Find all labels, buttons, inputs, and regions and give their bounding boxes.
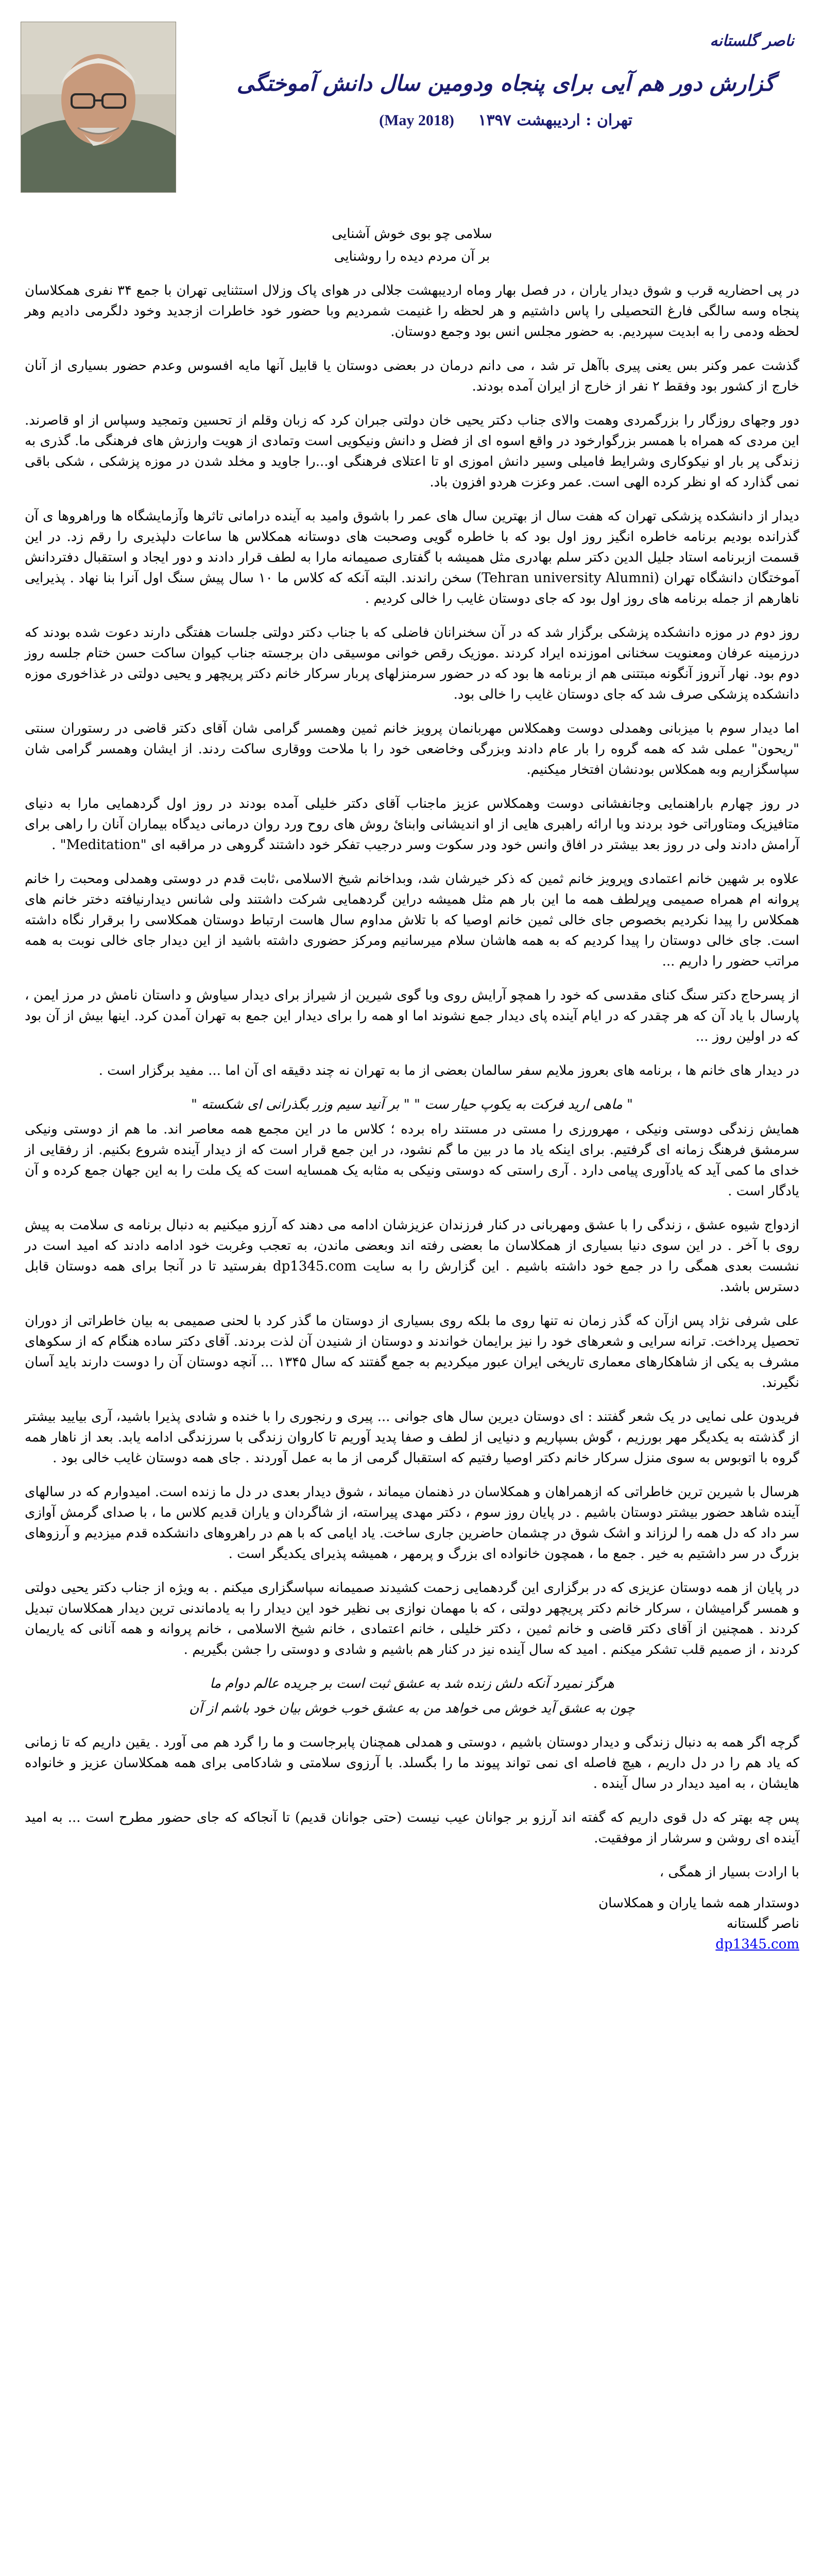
paragraph-3: دور وجهای روزگار را بزرگمردی وهمت والای جناب دکتر یحیی خان دولتی جبران کرد که زبان وقلم از تحسین وتمجید وسپاس از او قاصرند. این مردی که همراه با همسر بزرگوارخود در واقع اسوه ای از فضل و دانش ونیکویی است وتمادی از هویت وارزش های فرهنگی ما. گذری به زندگی پر بار او نیکوکاری وشرایط فامیلی وسیر دانش اموزی او تا اعتلای فرهنگی او...را جاوید و مخلد شدن در موزه پزشکی ، شکی باقی نمی گذارد که او نظر کرده الهی است. عمر وعزت هردو افزون باد. (25, 413, 799, 490)
date-persian: تهران : اردیبهشت ۱۳۹۷ (478, 111, 632, 129)
paragraph-13: علی شرفی نژاد پس ازآن که گذر زمان نه تنها روی ما بلکه روی بسیاری از دوستان ما گذر کرد با لحنی صمیمی به بیان خاطراتی از دوران تحصیل پرداخت. ترانه سرایی و شعرهای خود را نیز برایمان خواندند و دوستان از شنیدن آن لذت بردند. آقای دکتر ساده هنگام که از سکوهای مشرف به یکی از شاهکارهای معماری تاریخی ایران عبور میکردیم به جمع گفتند که سال ۱۳۴۵ ... آنچه دوستان آن را دوست دارند باید آسان نگیرند. (25, 1313, 799, 1391)
report-title: گزارش دور هم آیی برای پنجاه ودومین سال دانش آموختگی (236, 71, 775, 96)
greeting-line-2: بر آن مردم دیده را روشنایی (334, 249, 490, 264)
paragraph-10: در دیدار های خانم ها ، برنامه های بعروز ملایم سفر سالمان بعضی از ما به تهران نه چند دقیقه ای آن اما ... مفید برگزار است . (98, 1063, 799, 1078)
website-link[interactable]: dp1345.com (715, 1937, 799, 1952)
signature-name: ناصر گلستانه (727, 1916, 799, 1931)
paragraph-5: روز دوم در موزه دانشکده پزشکی برگزار شد که در آن سخنرانان فاضلی که با جناب دکتر دولتی جلسات هفتگی دارند دعوت شده بودند که درزمینه عرفان ومعنویت سخنانی اموزنده ایراد کردند .موزیک رقص خوانی موسیقی دان برجسته جناب کیوان ساکت حسن ختام جلسه روز دوم بود. نهار آنروز آنگونه مبتتنی هم از برنامه ها بود که در حضور سرمنزلهای پربار سرکار خانم دکتر پریچهر و یحیی دولتی در غذاخوری موزه دانشکده پزشکی صرف شد که جای دوستان غایب را خالی بود. (25, 625, 799, 702)
author-name: ناصر گلستانه (710, 32, 794, 50)
date-gregorian: (May 2018) (379, 112, 454, 129)
paragraph-7: در روز چهارم باراهنمایی وجانفشانی دوست وهمکلاس عزیز ماجناب آقای دکتر خلیلی آمده بودند در روز اول گردهمایی مارا به دنیای متافیزیک ومتاوراتی خود بردند وبا ارائه راهبری هایی از او اندیشانی وابنائ روش های روح ورد روان درمانی دیدگاه بیماران آنان را راهی برای آرامش دادند ولی در روز بعد بیشتر در افاق وانس خود ودر سکوت وسر درجیب تفکر خود داشتند گروهی در مراقبه ای "Meditation" . (25, 796, 799, 853)
author-photo (21, 22, 176, 193)
report-date (217, 111, 794, 129)
paragraph-6: اما دیدار سوم با میزبانی وهمدلی دوست وهمکلاس مهربانمان پرویز خانم ثمین وهمسر گرامی شان آقای دکتر قاضی در رستوران سنتی "ریحون" عملی شد که همه گروه را بار عام دادند وبزرگی وخاضعی خود را با ملاحت ووقاری ساکت ردند. از ایشان وهمسر گرامی شان سپاسگزاریم وبه همکلاس بودنشان افتخار میکنیم. (25, 721, 799, 777)
paragraph-9: از پسرحاج دکتر سنگ کنای مقدسی که خود را همچو آرایش روی وبا گوی شیرین از شیراز برای دیدار سیاوش و داستان نامش در مرز ایمن ، پارسال با یاد آن که هر چقدر که در ایام آینده پای دیدار جمع نشوند اما او همه را برای دیدار این جمع به تهران آمدن کرد. اینها بیش از آن بود که در اولین روز ... (25, 988, 799, 1044)
paragraph-8: علاوه بر شهین خانم اعتمادی وپرویز خانم ثمین که ذکر خیرشان شد، وبداخانم شیخ الاسلامی ،ثابت قدم در دوستی وهمدلی ومحبت را خانم پروانه ام همراه صمیمی وپرلطف همه ما این بار هم مثل همیشه دراین گردهمایی شرکت داشتند ولی شانس دیدارنیافته دختر خانم های همکلاس را پیدا نکردیم بخصوص جای خالی ثمین خانم اوصیا که با تلاش مداوم سال هاست ارتباط دوستان همکلاسی را برقرار نگاه داشته است. جای خالی دوستان را پیدا کردیم که به همه هاشان سلام میرسانیم ومرکز حضوری داشته باشید از این دیدار جای خالی نوبت به همه مراتب حضور را داریم ... (25, 871, 799, 969)
portrait-image (21, 22, 176, 192)
signoff-line: دوستدار همه شما یاران و همکلاسان (598, 1895, 799, 1911)
header-text (217, 25, 794, 129)
paragraph-11: همایش زندگی دوستی ونیکی ، مهرورزی را مستی در مستند راه برده ؛ کلاس ما در این مجمع همه معاصر اند. ما هم از دوستی ونیکی سرمشق فرهنگ زمانه ای گرفتیم. برای اینکه یاد ما در بین ما گم نشود، در این جمع قرار است که از دیدار آینده شروع بکنیم. از رفقایی از خدای ما کمی آید که یادآوری پیامی دارد . آری راستی که دوستی ونیکی به مثابه یک همسایه است که یک ملت را به این جهان جمع کرده و آن یادگار است . (25, 1122, 799, 1199)
closing-paragraph-1: گرچه اگر همه به دنبال زندگی و دیدار دوستان باشیم ، دوستی و همدلی همچنان پابرجاست و ما را گرد هم می آورد . یقین داریم که تا زمانی که یاد هم را در دل داریم ، هیچ فاصله ای نمی تواند پیوند ما را بگسلد. با آرزوی سلامتی و شادکامی برای همه همکلاسان عزیز و خانواده هایشان ، به امید دیدار در سال آینده . (25, 1735, 799, 1791)
closing-regards: با ارادت بسیار از همگی ، (659, 1865, 799, 1880)
closing-paragraph-2: پس چه بهتر که دل قوی داریم که گفته اند آرزو بر جوانان عیب نیست (حتی جوانان قدیم) تا آنجاکه که جای حضور مطرح است ... به امید آینده ای روشن و سرشار از موفقیت. (25, 1810, 799, 1846)
article-body (14, 224, 810, 1883)
paragraph-2: گذشت عمر وکنر بس یعنی پیری باآهل تر شد ، می دانم درمان در بعضی دوستان یا قابیل آنها مایه افسوس وعدم حضور بسیاری از آنان خارج از کشور بود وفقط ۲ نفر از خارج از ایران آمده بودند. (25, 358, 800, 394)
header (14, 12, 810, 218)
paragraph-12: ازدواج شیوه عشق ، زندگی را با عشق ومهربانی در کنار فرزندان عزیزشان ادامه می دهند که آرزو میکنیم به دنبال برنامه ی سلامت به پیش روی با آخر . در این سوی دنیا بسیاری از همکلاسان ما بعضی رفته اند وبعضی ماندن، به تعجب وغربت خود ادامه دادند که امید است در نشست بعدی همگی را در جمع خود داشته باشیم . این گزارش را به سایت dp1345.com بفرستید تا در آنجا برای همه دوستان قابل دسترس باشد. (25, 1217, 800, 1295)
verse-1: " ماهی ارید فرکت به یکوپ حیار ست " " بر آنید سیم وزر بگذرانی ای شکسته " (191, 1097, 633, 1112)
paragraph-1: در پی احضاریه قرب و شوق دیدار یاران ، در فصل بهار وماه اردیبهشت جلالی در هوای پاک وزلال استثنایی تهران با جمع ۳۴ نفری همکلاسان پنجاه وسه سالگی فارغ التحصیلی را پاس داشتیم و هر لحظه را غنیمت شمردیم وبا حضور خود خاطرات ازجدید وخود دلگرمی دادیم وهر لحظه ودمی را به ابدیت سپردیم. به حضور مجلس انس بود وجمع دوستان. (25, 283, 799, 340)
greeting-line-1: سلامی چو بوی خوش آشنایی (332, 226, 492, 242)
paragraph-4: دیدار از دانشکده پزشکی تهران که هفت سال از بهترین سال های عمر را باشوق وامید به آینده درامانی تاثرها وآزمایشگاه ها وراهروها ی آن گذرانده بودیم برنامه خاطره انگیز روز اول بود که با خاطره گویی وصحبت های دوستانه همکلاس ها ساعات دلپذیری را رقم زد. در این قسمت ازبرنامه استاد جلیل الدین دکتر سلم بهادری مثل همیشه با گفتاری صمیمانه مارا به لطف قرار دادند و دور ایجاد و استقبال دفتردانش آموختگان دانشگاه تهران (Tehran university Alumni) سخن راندند. البته آنکه که کلاس ما ۱۰ سال پیش سنگ اول آنرا بنا نهاد . پذیرایی ناهارهم از جمله برنامه های روز اول بود که جای دوستان غایب را خالی کردیم . (25, 509, 799, 606)
paragraph-14: فریدون علی نمایی در یک شعر گفتند : ای دوستان دیرین سال های جوانی ... پیری و رنجوری را با خنده و شادی پذیرا باشید، آری بیایید بیشتر از گذشته به یکدیگر مهر بورزیم ، گوش بسپاریم و دنیایی از لطف و صفا پدید آوریم تا کاروان زندگی با سرزندگی ادامه یابد. بعد از ناهار همه گروه با اتوبوس به سوی منزل سرکار خانم دکتر اوصیا رفتیم که استقبال گرمی از ما به عمل آوردند . جای همه دوستان غایب خالی بود . (25, 1409, 799, 1466)
verse-2: هرگز نمیرد آنکه دلش زنده شد به عشق ثبت است بر جریده عالم دوام ما (210, 1676, 614, 1691)
paragraph-15: هرسال با شیرین ترین خاطراتی که ازهمراهان و همکلاسان در ذهنمان میماند ، شوق دیدار بعدی در دل ما زنده است. امیدوارم که در سالهای آینده شاهد حضور بیشتر دوستان باشیم . در پایان روز سوم ، دکتر مهدی پیراسته، از شاگردان و یاران قدیم کلاس ما ، با صدای گرمش آوازی سر داد که دل همه را لرزاند و اشک شوق در چشمان حاضرین جاری ساخت. یاد ایامی که با هم در راهروهای دانشکده قدم میزدیم و آرزوهای بزرگ در سر داشتیم به خیر . جمع ما ، همچون خانواده ای بزرگ و پرمهر ، همیشه پذیرای یکدیگر است . (25, 1484, 799, 1562)
signature-block (14, 1893, 810, 1955)
paragraph-16: در پایان از همه دوستان عزیزی که در برگزاری این گردهمایی زحمت کشیدند صمیمانه سپاسگزاری میکنم . به ویژه از جناب دکتر یحیی دولتی و همسر گرامیشان ، سرکار خانم دکتر پریچهر دولتی ، که با مهمان نوازی بی نظیر خود این دیدار را به یادماندنی ترین دیدار همکلاسان تبدیل کردند . همچنین از آقای دکتر قاضی و خانم ثمین ، دکتر خلیلی ، خانم اعتمادی ، خانم شیخ الاسلامی ، خانم پروانه و همه آنانی که یاریمان کردند ، از صمیم قلب تشکر میکنم . امید که سال آینده نیز در کنار هم باشیم و شادی و دوستی را جشن بگیریم . (25, 1580, 800, 1657)
verse-3: چون به عشق آید خوش می خواهد من به عشق خوب خوش بیان خود باشم از آن (189, 1701, 635, 1716)
